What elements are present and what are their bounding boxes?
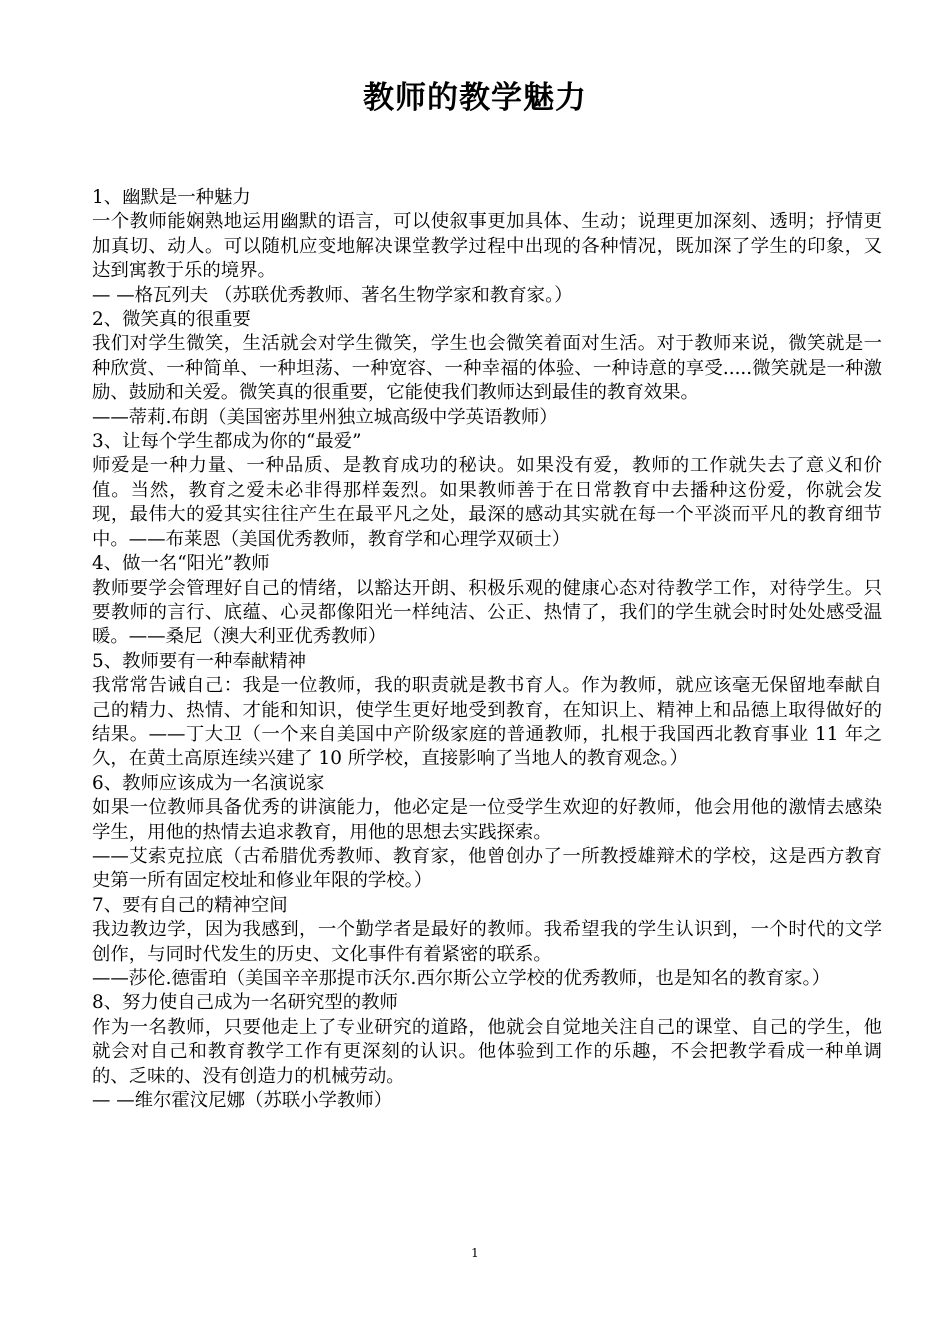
section-heading: 5、教师要有一种奉献精神: [92, 650, 306, 672]
section-attribution: ——莎伦.德雷珀（美国辛辛那提市沃尔.西尔斯公立学校的优秀教师，也是知名的教育家。）: [92, 968, 831, 989]
page-number: 1: [471, 1246, 479, 1260]
section-heading: 7、要有自己的精神空间: [92, 894, 288, 916]
section-heading: 6、教师应该成为一名演说家: [92, 772, 325, 794]
section-heading: 1、幽默是一种魅力: [92, 187, 251, 208]
section-body: 作为一名教师，只要他走上了专业研究的道路，他就会自觉地关注自己的课堂、自己的学生，他就会对自己和教育教学工作有更深刻的认识。他体验到工作的乐趣，不会把教学看成一种单调的、乏味的、没有创造力的机械劳动。: [92, 1016, 882, 1087]
section-attribution: ——艾索克拉底（古希腊优秀教师、教育家，他曾创办了一所教授雄辩术的学校，这是西方教育史第一所有固定校址和修业年限的学校。）: [92, 845, 882, 892]
section-body: 我常常告诫自己：我是一位教师，我的职责就是教书育人。作为教师，就应该毫无保留地奉献自己的精力、热情、才能和知识，使学生更好地受到教育，在知识上、精神上和品德上取得做好的结果。——丁大卫（一个来自美国中产阶级家庭的普通教师，扎根于我国西北教育事业 11 年之久，在黄土高原连续兴建了 10 所学校，直接影响了当地人的教育观念。）: [92, 675, 882, 770]
section-heading: 8、努力使自己成为一名研究型的教师: [92, 992, 398, 1014]
section-body: 我们对学生微笑，生活就会对学生微笑，学生也会微笑着面对生活。对于教师来说，微笑就是一种欣赏、一种简单、一种坦荡、一种宽容、一种幸福的体验、一种诗意的享受.....微笑就是一种激励、鼓励和关爱。微笑真的很重要，它能使我们教师达到最佳的教育效果。: [92, 333, 882, 404]
section-heading: 4、做一名“阳光”教师: [92, 553, 270, 575]
section-heading: 2、微笑真的很重要: [92, 309, 251, 331]
section-body: 一个教师能娴熟地运用幽默的语言，可以使叙事更加具体、生动；说理更加深刻、透明；抒情更加真切、动人。可以随机应变地解决课堂教学过程中出现的各种情况，既加深了学生的印象，又达到寓教于乐的境界。: [92, 211, 882, 282]
document-body: [92, 186, 882, 1113]
section-body: 如果一位教师具备优秀的讲演能力，他必定是一位受学生欢迎的好教师，他会用他的激情去感染学生，用他的热情去追求教育，用他的思想去实践探索。: [92, 797, 882, 843]
section-body: 我边教边学，因为我感到，一个勤学者是最好的教师。我希望我的学生认识到，一个时代的文学创作，与同时代发生的历史、文化事件有着紧密的联系。: [92, 919, 882, 965]
section-body: 教师要学会管理好自己的情绪，以豁达开朗、积极乐观的健康心态对待教学工作，对待学生。只要教师的言行、底蕴、心灵都像阳光一样纯洁、公正、热情了，我们的学生就会时时处处感受温暖。——桑尼（澳大利亚优秀教师）: [92, 577, 882, 648]
section-attribution: — —维尔霍汶尼娜（苏联小学教师）: [92, 1090, 393, 1112]
section-body: 师爱是一种力量、一种品质、是教育成功的秘诀。如果没有爱，教师的工作就失去了意义和价值。当然，教育之爱未必非得那样轰烈。如果教师善于在日常教育中去播种这份爱，你就会发现，最伟大的爱其实往往产生在最平凡之处，最深的感动其实就在每一个平淡而平凡的教育细节中。——布莱恩（美国优秀教师，教育学和心理学双硕士）: [92, 455, 882, 550]
document-title: 教师的教学魅力: [363, 80, 587, 116]
section-heading: 3、让每个学生都成为你的“最爱”: [92, 431, 362, 453]
section-attribution: ——蒂莉.布朗（美国密苏里州独立城高级中学英语教师）: [92, 406, 558, 428]
section-attribution: — —格瓦列夫 （苏联优秀教师、著名生物学家和教育家。）: [92, 284, 573, 306]
